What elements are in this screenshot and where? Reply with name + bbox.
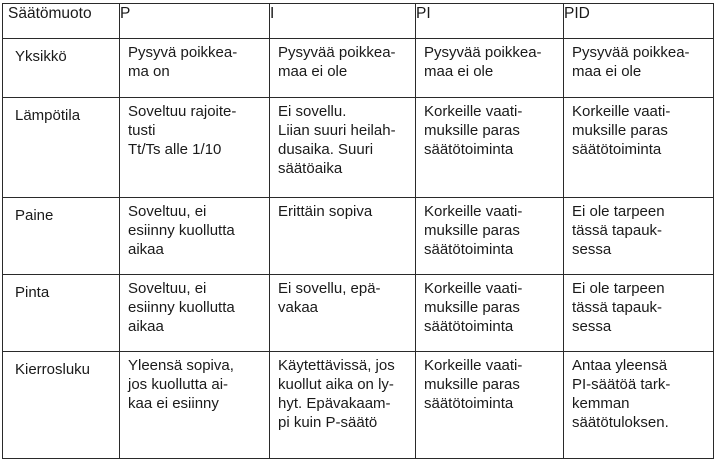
table-row bbox=[3, 352, 714, 459]
cell-pi: Korkeille vaati- muksille paras säätötoiminta bbox=[416, 275, 564, 352]
cell-pid: Pysyvää poikkea- maa ei ole bbox=[564, 39, 714, 98]
cell-pid: Ei ole tarpeen tässä tapauk- sessa bbox=[564, 275, 714, 352]
row-label-rotation-speed: Kierrosluku bbox=[3, 352, 120, 459]
cell-i: Erittäin sopiva bbox=[270, 198, 416, 275]
cell-p: Yleensä sopiva, jos kuollutta ai- kaa ei esiinny bbox=[120, 352, 270, 459]
cell-p: Soveltuu, ei esiinny kuollutta aikaa bbox=[120, 198, 270, 275]
cell-i: Käytettävissä, jos kuollut aika on ly- hyt. Epävakaam- pi kuin P-säätö bbox=[270, 352, 416, 459]
header-row bbox=[3, 4, 714, 39]
table-row bbox=[3, 39, 714, 98]
table-row bbox=[3, 275, 714, 352]
cell-i: Pysyvää poikkea- maa ei ole bbox=[270, 39, 416, 98]
cell-p: Soveltuu, ei esiinny kuollutta aikaa bbox=[120, 275, 270, 352]
header-p: P bbox=[120, 4, 270, 39]
cell-pi: Korkeille vaati- muksille paras säätötoiminta bbox=[416, 98, 564, 198]
cell-pid: Korkeille vaati- muksille paras säätötoiminta bbox=[564, 98, 714, 198]
cell-p: Pysyvä poikkea- ma on bbox=[120, 39, 270, 98]
header-pid: PID bbox=[564, 4, 714, 39]
cell-pid: Antaa yleensä PI-säätöä tark- kemman säätötuloksen. bbox=[564, 352, 714, 459]
table-row bbox=[3, 198, 714, 275]
control-method-table bbox=[2, 3, 714, 459]
cell-i: Ei sovellu. Liian suuri heilah- dusaika. Suuri säätöaika bbox=[270, 98, 416, 198]
header-control-method: Säätömuoto bbox=[3, 4, 120, 39]
cell-p: Soveltuu rajoite- tusti Tt/Ts alle 1/10 bbox=[120, 98, 270, 198]
row-label-temperature: Lämpötila bbox=[3, 98, 120, 198]
row-label-level: Pinta bbox=[3, 275, 120, 352]
cell-pid: Ei ole tarpeen tässä tapauk- sessa bbox=[564, 198, 714, 275]
cell-pi: Korkeille vaati- muksille paras säätötoiminta bbox=[416, 198, 564, 275]
row-label-pressure: Paine bbox=[3, 198, 120, 275]
cell-pi: Korkeille vaati- muksille paras säätötoiminta bbox=[416, 352, 564, 459]
row-label-unit: Yksikkö bbox=[3, 39, 120, 98]
cell-pi: Pysyvää poikkea- maa ei ole bbox=[416, 39, 564, 98]
header-i: I bbox=[270, 4, 416, 39]
header-pi: PI bbox=[416, 4, 564, 39]
table-row bbox=[3, 98, 714, 198]
cell-i: Ei sovellu, epä- vakaa bbox=[270, 275, 416, 352]
